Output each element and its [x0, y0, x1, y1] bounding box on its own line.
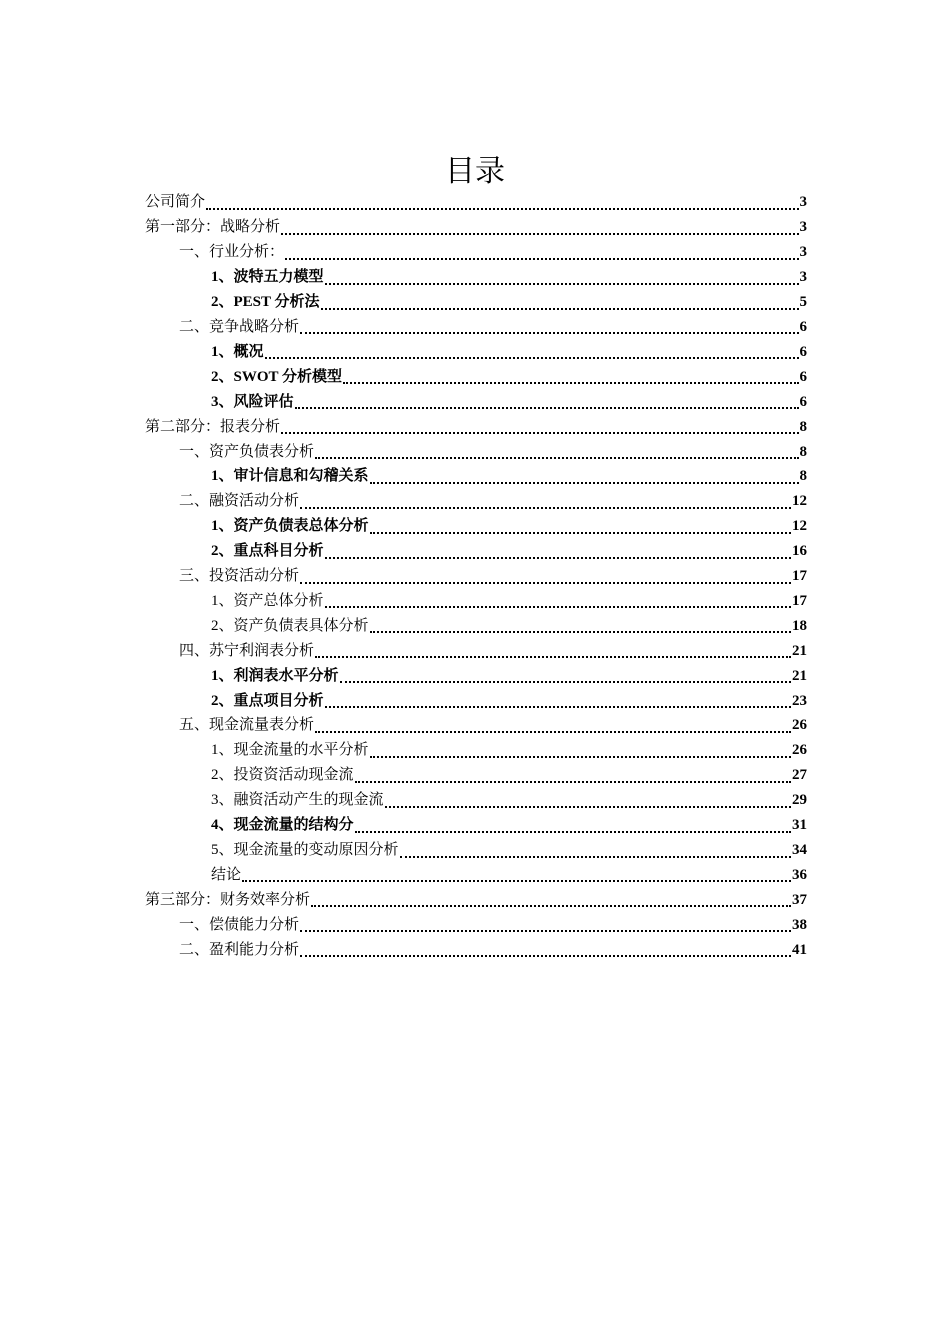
toc-dot-leader [343, 381, 799, 384]
toc-dot-leader [295, 406, 799, 409]
toc-page-number: 26 [792, 717, 807, 734]
toc-dot-leader [325, 705, 791, 708]
toc-page-number: 16 [792, 543, 807, 560]
toc-entry[interactable] [145, 290, 807, 315]
toc-page-number: 21 [792, 642, 807, 659]
toc-entry-label: 二、竞争战略分析 [179, 318, 300, 335]
toc-page-number: 18 [792, 617, 807, 634]
toc-entry[interactable] [145, 638, 807, 663]
toc-entry-label: 二、盈利能力分析 [179, 941, 300, 958]
toc-entry[interactable] [145, 464, 807, 489]
toc-page-number: 27 [792, 767, 807, 784]
toc-entry[interactable] [145, 315, 807, 340]
toc-entry[interactable] [145, 564, 807, 589]
toc-entry-label: 1、资产总体分析 [211, 592, 324, 609]
toc-page-number: 3 [799, 244, 807, 261]
toc-page-number: 34 [792, 842, 807, 859]
toc-page-number: 29 [792, 792, 807, 809]
toc-dot-leader [370, 481, 799, 484]
toc-page-number: 8 [799, 418, 807, 435]
toc-entry-label: 4、现金流量的结构分 [211, 817, 354, 834]
toc-dot-leader [355, 830, 791, 833]
toc-entry[interactable] [145, 589, 807, 614]
toc-page-number: 6 [799, 318, 807, 335]
toc-page-number: 6 [799, 368, 807, 385]
toc-entry[interactable] [145, 688, 807, 713]
toc-entry[interactable] [145, 514, 807, 539]
toc-dot-leader [311, 904, 791, 907]
toc-page-number: 41 [792, 941, 807, 958]
toc-entry-label: 一、行业分析： [179, 244, 285, 261]
toc-entry[interactable] [145, 738, 807, 763]
toc-entry[interactable] [145, 190, 807, 215]
toc-dot-leader [285, 257, 798, 260]
toc-dot-leader [300, 581, 791, 584]
toc-entry[interactable] [145, 364, 807, 389]
toc-entry-label: 第三部分：财务效率分析 [145, 891, 311, 908]
toc-page-number: 8 [799, 443, 807, 460]
toc-entry-label: 公司简介 [145, 194, 206, 211]
toc-entry-label: 五、现金流量表分析 [179, 717, 315, 734]
toc-entry[interactable] [145, 788, 807, 813]
toc-entry[interactable] [145, 539, 807, 564]
table-of-contents [145, 190, 807, 962]
toc-dot-leader [300, 331, 798, 334]
toc-dot-leader [300, 506, 791, 509]
toc-entry-label: 1、资产负债表总体分析 [211, 518, 369, 535]
toc-dot-leader [281, 232, 798, 235]
toc-page-number: 36 [792, 866, 807, 883]
toc-entry[interactable] [145, 339, 807, 364]
toc-dot-leader [315, 655, 791, 658]
toc-dot-leader [325, 282, 799, 285]
toc-entry[interactable] [145, 862, 807, 887]
toc-dot-leader [325, 556, 791, 559]
toc-entry-label: 1、利润表水平分析 [211, 667, 339, 684]
toc-entry-label: 2、资产负债表具体分析 [211, 617, 369, 634]
toc-entry-label: 2、重点项目分析 [211, 692, 324, 709]
toc-dot-leader [206, 207, 798, 210]
toc-dot-leader [385, 805, 791, 808]
toc-entry-label: 2、重点科目分析 [211, 543, 324, 560]
toc-dot-leader [315, 730, 791, 733]
toc-dot-leader [370, 755, 791, 758]
toc-page-number: 31 [792, 817, 807, 834]
toc-page-number: 12 [792, 493, 807, 510]
toc-dot-leader [265, 356, 799, 359]
toc-page-number: 12 [792, 518, 807, 535]
toc-entry[interactable] [145, 887, 807, 912]
toc-page-number: 3 [799, 219, 807, 236]
toc-entry-label: 结论 [211, 866, 242, 883]
toc-page-number: 17 [792, 592, 807, 609]
toc-dot-leader [370, 531, 791, 534]
toc-dot-leader [370, 630, 791, 633]
toc-entry-label: 2、投资资活动现金流 [211, 767, 354, 784]
toc-page-number: 6 [799, 343, 807, 360]
toc-entry-label: 四、苏宁利润表分析 [179, 642, 315, 659]
toc-entry[interactable] [145, 240, 807, 265]
toc-entry[interactable] [145, 215, 807, 240]
toc-page-number: 5 [799, 294, 807, 311]
toc-entry[interactable] [145, 489, 807, 514]
toc-page-number: 17 [792, 568, 807, 585]
toc-entry[interactable] [145, 663, 807, 688]
toc-page-number: 6 [799, 393, 807, 410]
toc-dot-leader [325, 605, 791, 608]
toc-title: 目录 [445, 155, 505, 189]
toc-dot-leader [281, 431, 798, 434]
toc-entry-label: 二、融资活动分析 [179, 493, 300, 510]
toc-page-number: 3 [799, 269, 807, 286]
toc-entry-label: 2、PEST 分析法 [211, 294, 320, 311]
toc-entry-label: 1、审计信息和勾稽关系 [211, 468, 369, 485]
toc-page-number: 8 [799, 468, 807, 485]
toc-entry[interactable] [145, 414, 807, 439]
toc-entry-label: 第一部分：战略分析 [145, 219, 281, 236]
toc-page-number: 38 [792, 916, 807, 933]
toc-dot-leader [300, 954, 791, 957]
toc-entry-label: 3、融资活动产生的现金流 [211, 792, 384, 809]
toc-entry[interactable] [145, 912, 807, 937]
toc-entry-label: 一、资产负债表分析 [179, 443, 315, 460]
toc-dot-leader [300, 929, 791, 932]
toc-entry-label: 1、波特五力模型 [211, 269, 324, 286]
toc-entry[interactable] [145, 763, 807, 788]
toc-dot-leader [315, 456, 798, 459]
toc-entry[interactable] [145, 439, 807, 464]
toc-entry-label: 2、SWOT 分析模型 [211, 368, 342, 385]
toc-entry-label: 一、偿债能力分析 [179, 916, 300, 933]
toc-page-number: 3 [799, 194, 807, 211]
toc-dot-leader [242, 879, 791, 882]
toc-page-number: 21 [792, 667, 807, 684]
toc-entry[interactable] [145, 389, 807, 414]
toc-page-number: 37 [792, 891, 807, 908]
toc-dot-leader [340, 680, 791, 683]
toc-entry-label: 1、现金流量的水平分析 [211, 742, 369, 759]
toc-entry[interactable] [145, 838, 807, 863]
toc-entry-label: 3、风险评估 [211, 393, 294, 410]
toc-entry[interactable] [145, 937, 807, 962]
toc-entry-label: 5、现金流量的变动原因分析 [211, 842, 399, 859]
toc-dot-leader [355, 780, 791, 783]
toc-entry-label: 三、投资活动分析 [179, 568, 300, 585]
toc-dot-leader [321, 307, 799, 310]
toc-page-number: 26 [792, 742, 807, 759]
toc-dot-leader [400, 855, 791, 858]
toc-entry[interactable] [145, 613, 807, 638]
toc-page-number: 23 [792, 692, 807, 709]
toc-entry[interactable] [145, 265, 807, 290]
toc-entry-label: 第二部分：报表分析 [145, 418, 281, 435]
toc-entry-label: 1、概况 [211, 343, 264, 360]
toc-entry[interactable] [145, 713, 807, 738]
toc-entry[interactable] [145, 813, 807, 838]
